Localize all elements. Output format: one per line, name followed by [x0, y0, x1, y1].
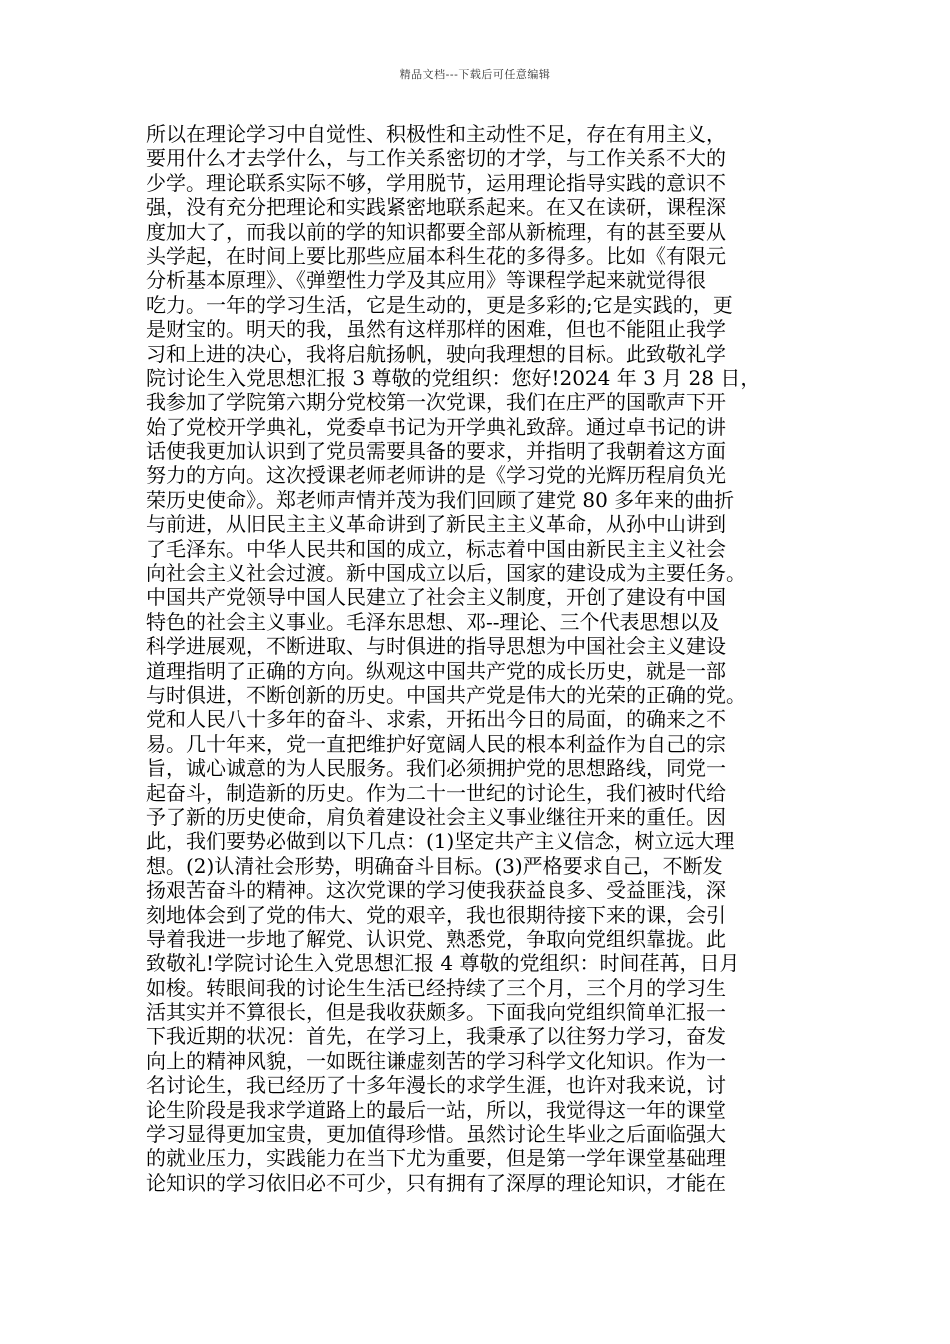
- text-line: 予了新的历史使命，肩负着建设社会主义事业继往开来的重任。因: [146, 804, 726, 829]
- text-line: 院讨论生入党思想汇报 3 尊敬的党组织：您好!2024 年 3 月 28 日，: [146, 365, 761, 390]
- text-line: 党和人民八十多年的奋斗、求索，开拓出今日的局面，的确来之不: [146, 707, 726, 732]
- text-line: 导着我进一步地了解党、认识党、熟悉党，争取向党组织靠拢。此: [146, 926, 726, 951]
- text-line: 此，我们要势必做到以下几点：(1)坚定共产主义信念，树立远大理: [146, 829, 735, 854]
- text-line: 想。(2)认清社会形势，明确奋斗目标。(3)严格要求自己，不断发: [146, 853, 723, 878]
- page-header: 精品文档---下载后可任意编辑: [399, 68, 551, 81]
- text-line: 论知识的学习依旧必不可少，只有拥有了深厚的理论知识，才能在: [146, 1170, 726, 1195]
- text-line: 论生阶段是我求学道路上的最后一站，所以，我觉得这一年的课堂: [146, 1097, 726, 1122]
- text-line: 努力的方向。这次授课老师老师讲的是《学习党的光辉历程肩负光: [146, 463, 726, 488]
- text-line: 是财宝的。明天的我，虽然有这样那样的困难，但也不能阻止我学: [146, 317, 726, 342]
- text-line: 易。几十年来，党一直把维护好宽阔人民的根本利益作为自己的宗: [146, 731, 726, 756]
- text-line: 与时俱进，不断创新的历史。中国共产党是伟大的光荣的正确的党。: [146, 682, 746, 707]
- text-line: 科学进展观，不断进取、与时俱进的指导思想为中国社会主义建设: [146, 634, 726, 659]
- text-line: 刻地体会到了党的伟大、党的艰辛，我也很期待接下来的课，会引: [146, 902, 726, 927]
- text-line: 习和上进的决心，我将启航扬帆，驶向我理想的目标。此致敬礼学: [146, 341, 726, 366]
- body-text: [146, 122, 810, 1195]
- text-line: 如梭。转眼间我的讨论生生活已经持续了三个月，三个月的学习生: [146, 975, 726, 1000]
- text-line: 所以在理论学习中自觉性、积极性和主动性不足，存在有用主义，: [146, 122, 726, 146]
- text-line: 吃力。一年的学习生活，它是生动的，更是多彩的;它是实践的，更: [146, 292, 733, 317]
- text-line: 话使我更加认识到了党员需要具备的要求，并指明了我朝着这方面: [146, 439, 726, 464]
- text-line: 扬艰苦奋斗的精神。这次党课的学习使我获益良多、受益匪浅，深: [146, 878, 726, 903]
- text-line: 了毛泽东。中华人民共和国的成立，标志着中国由新民主主义社会: [146, 536, 726, 561]
- text-line: 向上的精神风貌，一如既往谦虚刻苦的学习科学文化知识。作为一: [146, 1048, 726, 1073]
- text-line: 活其实并不算很长，但是我收获颇多。下面我向党组织简单汇报一: [146, 1000, 726, 1025]
- text-line: 道理指明了正确的方向。纵观这中国共产党的成长历史，就是一部: [146, 658, 726, 683]
- text-line: 名讨论生，我已经历了十多年漫长的求学生涯，也许对我来说，讨: [146, 1073, 726, 1098]
- text-line: 与前进，从旧民主主义革命讲到了新民主主义革命，从孙中山讲到: [146, 512, 726, 537]
- text-line: 起奋斗，制造新的历史。作为二十一世纪的讨论生，我们被时代给: [146, 780, 726, 805]
- text-line: 强，没有充分把理论和实践紧密地联系起来。在又在读研，课程深: [146, 195, 726, 220]
- text-line: 中国共产党领导中国人民建立了社会主义制度，开创了建设有中国: [146, 585, 726, 610]
- text-line: 始了党校开学典礼，党委卓书记为开学典礼致辞。通过卓书记的讲: [146, 414, 726, 439]
- text-line: 分析基本原理》、《弹塑性力学及其应用》等课程学起来就觉得很: [146, 268, 706, 293]
- text-line: 头学起，在时间上要比那些应届本科生花的多得多。比如《有限元: [146, 243, 726, 268]
- text-line: 下我近期的状况：首先，在学习上，我秉承了以往努力学习，奋发: [146, 1024, 726, 1049]
- text-line: 学习显得更加宝贵，更加值得珍惜。虽然讨论生毕业之后面临强大: [146, 1122, 726, 1147]
- text-line: 少学。理论联系实际不够，学用脱节，运用理论指导实践的意识不: [146, 170, 726, 195]
- text-line: 致敬礼!学院讨论生入党思想汇报 4 尊敬的党组织：时间荏苒，日月: [146, 951, 740, 976]
- text-line: 荣历史使命》。郑老师声情并茂为我们回顾了建党 80 多年来的曲折: [146, 487, 735, 512]
- text-line: 我参加了学院第六期分党校第一次党课，我们在庄严的国歌声下开: [146, 390, 726, 415]
- text-line: 旨，诚心诚意的为人民服务。我们必须拥护党的思想路线，同党一: [146, 756, 726, 781]
- text-line: 特色的社会主义事业。毛泽东思想、邓--理论、三个代表思想以及: [146, 609, 720, 634]
- text-line: 要用什么才去学什么，与工作关系密切的才学，与工作关系不大的: [146, 146, 726, 171]
- text-line: 向社会主义社会过渡。新中国成立以后，国家的建设成为主要任务。: [146, 561, 746, 586]
- text-line: 度加大了，而我以前的学的知识都要全部从新梳理，有的甚至要从: [146, 219, 726, 244]
- text-line: 的就业压力，实践能力在当下尤为重要，但是第一学年课堂基础理: [146, 1146, 726, 1171]
